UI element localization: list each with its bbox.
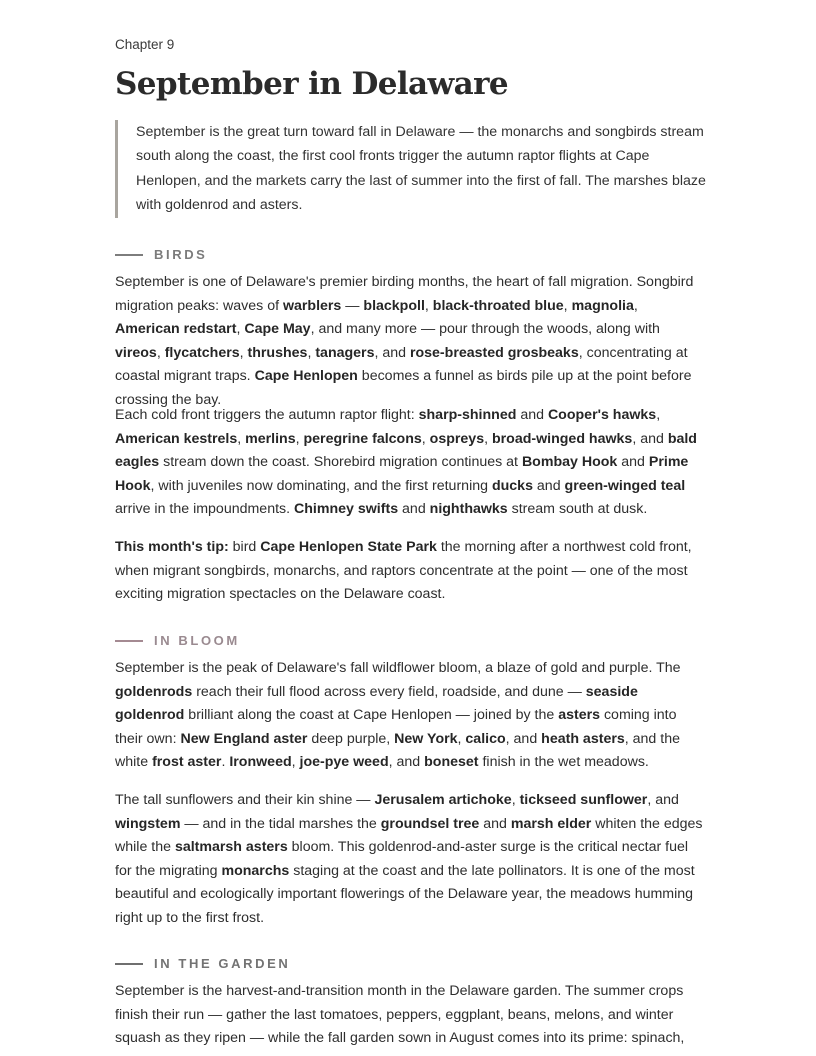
- bold-term: Cape Henlopen: [254, 368, 358, 384]
- birds-paragraph-2: Each cold front triggers the autumn raptor flight: sharp-shinned and Cooper's hawks, American kestrels, merlins, peregrine falcons, ospreys, broad-winged hawks, and bald eagles stream down the coast. Shorebird migration continues at Bombay Hook and Prime Hook, with juveniles now dominating, and the first returning ducks and green-winged teal arrive in the impoundments. Chimney swifts and nighthawks stream south at dusk.: [115, 407, 697, 517]
- intro-blockquote: September is the great turn toward fall in Delaware — the monarchs and songbirds stream south along the coast, the first cool fronts trigger the autumn raptor flights at Cape Henlopen, and the markets carry the last of summer into the first of fall. The marshes blaze with goldenrod and asters.: [115, 120, 706, 218]
- bold-term: broad-winged hawks: [491, 430, 633, 447]
- section-heading-in-bloom: [115, 633, 240, 648]
- birds-tip-paragraph: This month's tip: bird Cape Henlopen State Park the morning after a northwest cold front, when migrant songbirds, monarchs, and raptors concentrate at the point — one of the most exciting migration spectacles on the Delaware coast.: [115, 539, 692, 602]
- bold-term: Jerusalem artichoke: [374, 792, 512, 808]
- section-heading-birds: [115, 247, 207, 262]
- bold-term: magnolia: [571, 297, 634, 314]
- bold-term: nighthawks: [429, 501, 508, 517]
- heading-rule: [115, 963, 143, 965]
- bold-term: groundsel tree: [380, 815, 480, 832]
- bold-term: Cooper's hawks: [547, 407, 657, 423]
- bold-term: rose-breasted grosbeaks: [409, 344, 579, 361]
- bold-term: Cape Henlopen State Park: [260, 539, 437, 555]
- bold-term: Cape May: [244, 321, 311, 337]
- bold-term: seaside goldenrod: [115, 683, 638, 723]
- bold-term: merlins: [245, 430, 296, 447]
- bold-term: heath asters: [541, 730, 625, 747]
- bold-term: goldenrods: [115, 683, 193, 700]
- bold-term: boneset: [424, 754, 479, 770]
- bold-term: Chimney swifts: [294, 501, 399, 517]
- garden-paragraph-1: September is the harvest-and-transition month in the Delaware garden. The summer crops finish their run — gather the last tomatoes, peppers, eggplant, beans, melons, and winter squash as they ripen — while the fall garden sown in August comes into its prime: spinach,: [115, 983, 685, 1046]
- birds-paragraph-1: September is one of Delaware's premier birding months, the heart of fall migration. Songbird migration peaks: waves of warblers — blackpoll, black-throated blue, magnolia, American redstart, Cape May, and many more — pour through the woods, along with vireos, flycatchers, thrushes, tanagers, and rose-breasted grosbeaks, concentrating at coastal migrant traps. Cape Henlopen becomes a funnel as birds pile up at the point before crossing the bay.: [115, 274, 694, 408]
- section-heading-label: BIRDS: [154, 247, 208, 262]
- bold-term: flycatchers: [164, 344, 240, 361]
- bold-term: monarchs: [221, 862, 290, 879]
- bold-term: saltmarsh asters: [174, 839, 288, 855]
- bold-term: New England aster: [180, 730, 308, 747]
- bold-term: bald eagles: [115, 430, 697, 470]
- bold-term: Bombay Hook: [521, 454, 618, 470]
- bold-term: warblers: [282, 297, 342, 314]
- bold-term: vireos: [115, 344, 157, 361]
- bold-term: New York: [394, 730, 458, 747]
- chapter-label: Chapter 9: [115, 37, 175, 52]
- bold-term: green-winged teal: [564, 477, 686, 494]
- bold-term: wingstem: [115, 815, 181, 832]
- bold-term: sharp-shinned: [418, 407, 517, 423]
- bold-term: joe-pye weed: [299, 754, 389, 770]
- bold-term: This month's tip:: [115, 539, 229, 555]
- bold-term: thrushes: [247, 344, 308, 361]
- bold-term: American kestrels: [115, 430, 238, 447]
- bold-term: marsh elder: [510, 815, 592, 832]
- bold-term: peregrine falcons: [303, 430, 422, 447]
- heading-rule: [115, 254, 143, 256]
- bold-term: black-throated blue: [432, 297, 564, 314]
- bold-term: Ironweed: [229, 754, 292, 770]
- bold-term: ducks: [491, 477, 533, 494]
- bold-term: ospreys: [429, 430, 485, 447]
- section-heading-label: IN BLOOM: [154, 633, 240, 648]
- bold-term: American redstart: [115, 321, 237, 337]
- section-heading-label: IN THE GARDEN: [154, 956, 291, 971]
- bloom-paragraph-1: September is the peak of Delaware's fall wildflower bloom, a blaze of gold and purple. The goldenrods reach their full flood across every field, roadside, and dune — seaside goldenrod brilliant along the coast at Cape Henlopen — joined by the asters coming into their own: New England aster deep purple, New York, calico, and heath asters, and the white frost aster. Ironweed, joe-pye weed, and boneset finish in the wet meadows.: [115, 660, 681, 770]
- bold-term: Prime Hook: [115, 454, 689, 494]
- bold-term: blackpoll: [363, 297, 425, 314]
- bloom-paragraph-2: The tall sunflowers and their kin shine — Jerusalem artichoke, tickseed sunflower, and wingstem — and in the tidal marshes the groundsel tree and marsh elder whiten the edges while the saltmarsh asters bloom. This goldenrod-and-aster surge is the critical nectar fuel for the migrating monarchs staging at the coast and the late pollinators. It is one of the most beautiful and ecologically important flowerings of the Delaware year, the meadows humming right up to the first frost.: [115, 792, 703, 926]
- bold-term: tanagers: [315, 344, 375, 361]
- bold-term: frost aster: [152, 754, 222, 770]
- bold-term: asters: [558, 707, 601, 723]
- section-heading-in-the-garden: [115, 956, 290, 971]
- bold-term: tickseed sunflower: [519, 792, 648, 808]
- heading-rule: [115, 640, 143, 642]
- bold-term: calico: [465, 730, 506, 747]
- page-title: September in Delaware: [115, 66, 508, 102]
